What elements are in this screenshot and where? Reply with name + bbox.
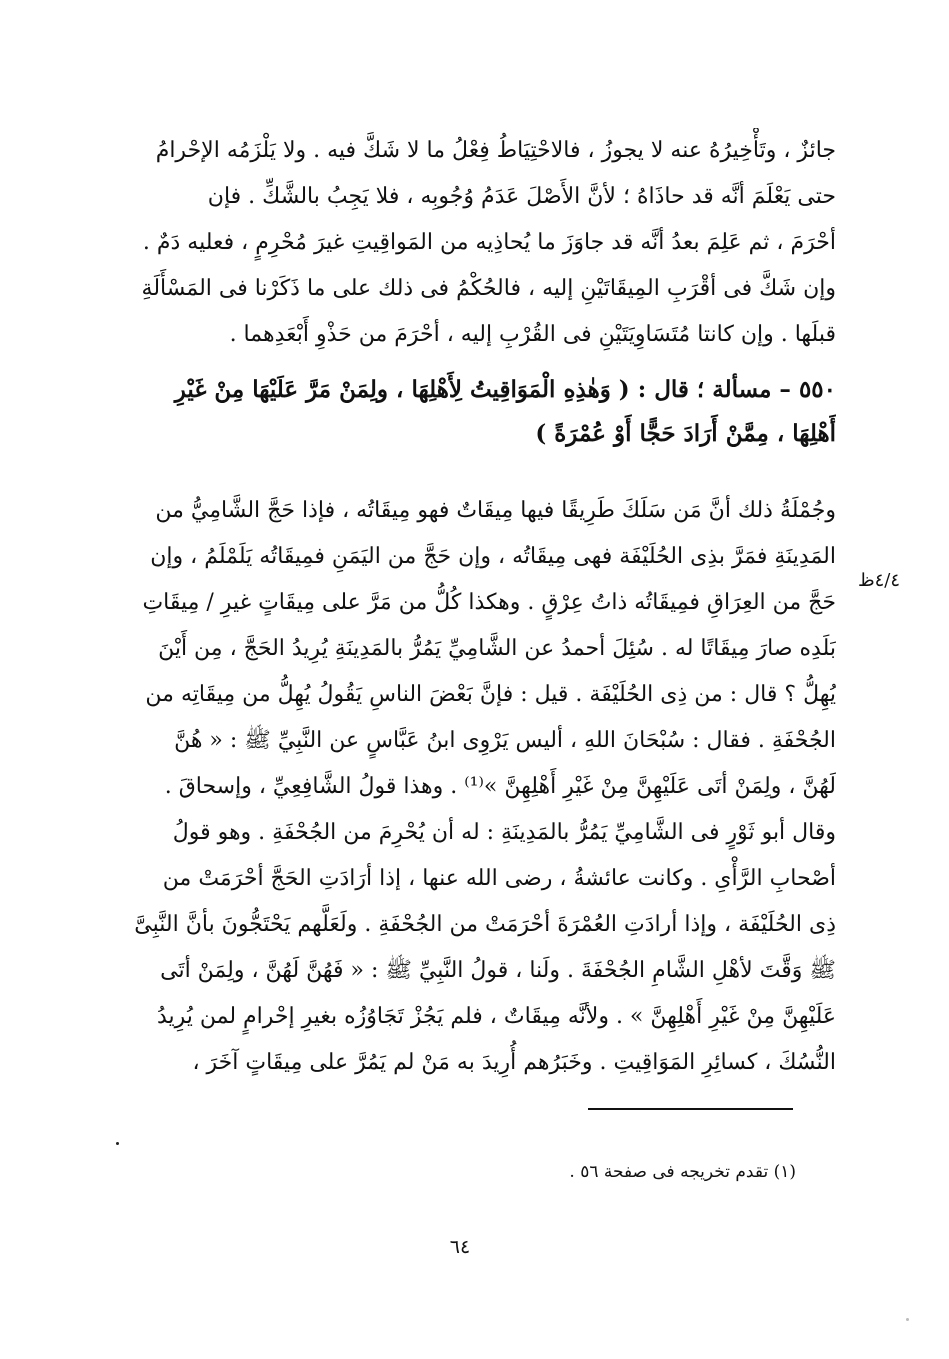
text-line: حتى يَعْلَمَ أنَّه قد حاذَاهُ ؛ لأنَّ الأَصْلَ عَدَمُ وُجُوبِه ، فلا يَجِبُ بالشَّكِّ . فإن [207,184,836,209]
text-line: ذِى الحُلَيْفَة ، وإذا أرادَتِ العُمْرَةَ أحْرَمَتْ من الجُحْفَةِ . ولَعَلَّهم يَحْتَجُّونَ بأنَّ النَّبِىَّ [134,912,836,937]
text-line: ﷺ وَقَّتَ لأهْلِ الشَّامِ الجُحْفَةَ . ولَنا ، قولُ النَّبِيِّ ﷺ : « فَهُنَّ لَهُنَّ ، ولِمَنْ أتَى [160,958,836,983]
text-line: جائزٌ ، وتَأْخِيرُهُ عنه لا يجوزُ ، فالاحْتِيَاطُ فِعْلُ ما لا شَكَّ فيه . ولا يَلْزَمُه الإحْرامُ [155,138,836,163]
text-line: عَلَيْهِنَّ مِنْ غَيْرِ أَهْلِهِنَّ » . ولأنَّه مِيقَاتٌ ، فلم يَجُزْ تَجَاوُزُه بغيرِ إحْرامٍ لمن يُرِيدُ [156,1004,836,1029]
section-heading [116,368,836,456]
text-line: النُّسُكَ ، كسائِرِ المَوَاقِيتِ . وخَبَرُهم أُرِيدَ به مَنْ لم يَمُرَّ على مِيقَاتٍ آخَرَ ، [192,1050,836,1075]
paragraph-1 [116,128,836,358]
text-line: قبلَها . وإن كانتا مُتَسَاوِيَتَيْنِ فى القُرْبِ إليه ، أحْرَمَ من حَذْوِ أَبْعَدِهما . [229,322,836,347]
paragraph-2 [116,488,836,1086]
footnote-divider [588,1108,793,1110]
heading-line: ٥٥٠ – مسألة ؛ قال : ( وَهٰذِهِ الْمَوَاقِيتُ لِأَهْلِهَا ، ولِمَنْ مَرَّ عَلَيْهَا مِنْ غَيْرِ [174,376,836,403]
text-line: وإن شَكَّ فى أقْرَبِ المِيقَاتَيْنِ إليه ، فالحُكْمُ فى ذلك على ما ذَكَرْنا فى المَسْأَلَةِ [141,276,836,301]
text-line: يُهِلُّ ؟ قال : من ذِى الحُلَيْفَة . قيل : فإنَّ بَعْضَ الناسِ يَقُولُ يُهِلُّ من مِيقَاتِه من [145,682,836,707]
text-line: وجُمْلَةُ ذلك أنَّ مَن سَلَكَ طَرِيقًا فيها مِيقَاتٌ فهو مِيقَاتُه ، فإذا حَجَّ الشَّامِيُّ من [155,498,836,523]
footnote: (١) تقدم تخريجه فى صفحة ٥٦ . [569,1162,796,1182]
heading-line: أَهْلِهَا ، مِمَّنْ أَرَادَ حَجًّا أَوْ عُمْرَةً ) [535,420,836,447]
text-line: أصْحابِ الرَّأْىِ . وكانت عائشةُ ، رضى الله عنها ، إذا أرَادَتِ الحَجَّ أحْرَمَتْ من [162,866,836,891]
text-line: حَجَّ من العِرَاقِ فمِيقَاتُه ذاتُ عِرْقٍ . وهكذا كُلُّ من مَرَّ على مِيقَاتٍ غيرِ / مِيقَاتِ [142,590,836,615]
text-line: لَهُنَّ ، ولِمَنْ أتَى عَلَيْهِنَّ مِنْ غَيْرِ أَهْلِهِنَّ »⁽¹⁾ . وهذا قولُ الشَّافِعِيِّ ، وإسحاقَ . [164,774,836,799]
text-line: أحْرَمَ ، ثم عَلِمَ بعدُ أنَّه قد جاوَزَ ما يُحاذِيه من المَواقِيتِ غيرَ مُحْرِمٍ ، فعليه دَمٌ . [142,230,836,255]
text-line: المَدِينَةِ فمَرَّ بذِى الحُلَيْفَة فهى مِيقَاتُه ، وإن حَجَّ من اليَمَنِ فمِيقَاتُه يَلَمْلَمُ ، وإن [150,544,836,569]
scan-speck [906,1318,909,1321]
page-number: ٦٤ [449,1236,471,1258]
margin-note: ٤/٤ظ [857,570,900,591]
text-line: الجُحْفَةِ . فقال : سُبْحَانَ اللهِ ، أليس يَرْوِى ابنُ عَبَّاسٍ عن النَّبِيِّ ﷺ : « هُنَّ [174,728,836,753]
text-line: وقال أبو ثَوْرٍ فى الشَّامِيِّ يَمُرُّ بالمَدِينَةِ : له أن يُحْرِمَ من الجُحْفَةِ . وهو قولُ [172,820,836,845]
text-line: بَلَدِه صارَ مِيقَاتًا له . سُئِلَ أحمدُ عن الشَّامِيِّ يَمُرُّ بالمَدِينَةِ يُرِيدُ الحَجَّ ، مِن أَيْنَ [158,636,836,661]
scan-speck [116,1142,119,1145]
